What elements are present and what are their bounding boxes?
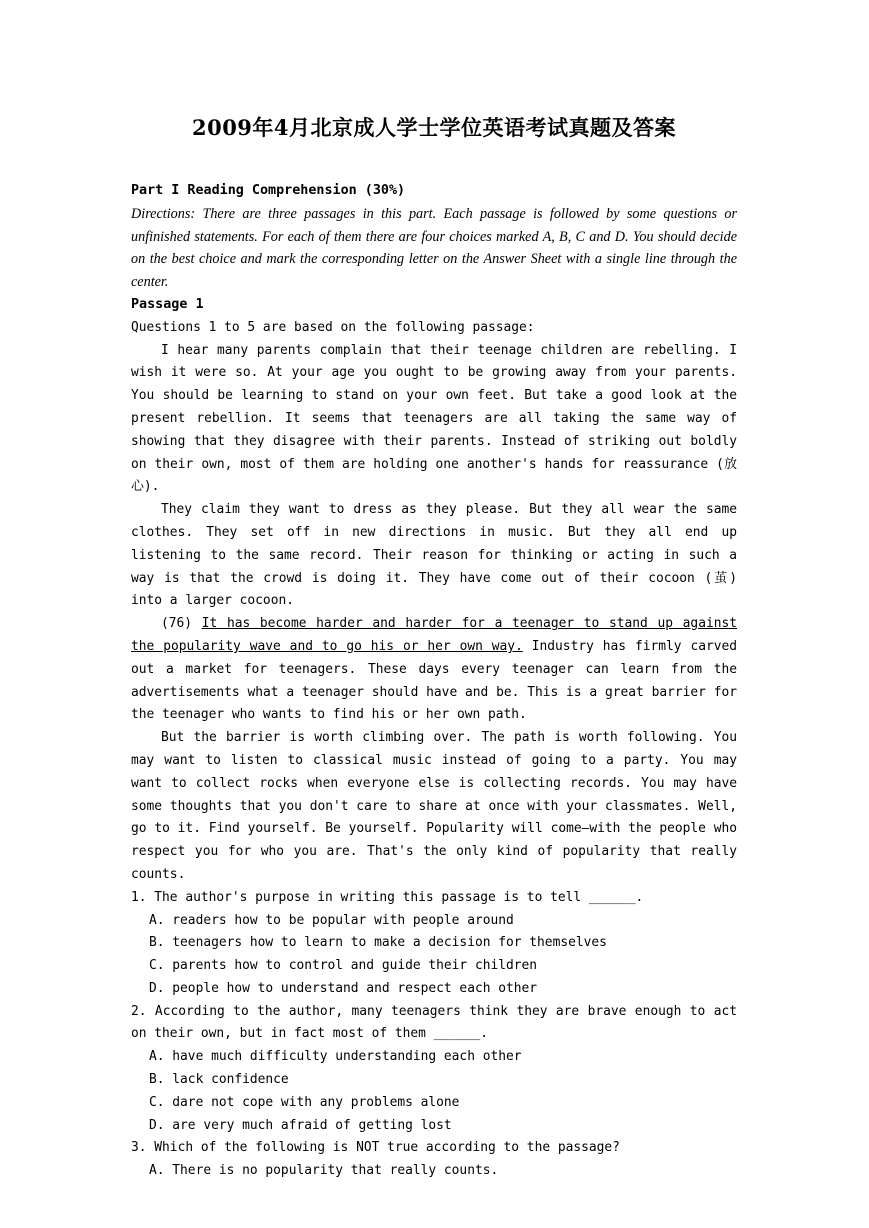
underlined-sentence: It has become harder and harder for a teenager to stand up against the popularity wave and to go his or her own way. (131, 616, 737, 654)
option-b: B. teenagers how to learn to make a decision for themselves (149, 935, 607, 951)
question-3 (131, 1137, 737, 1183)
question-stem: 2. According to the author, many teenagers think they are brave enough to act on their own, but in fact most of them ______. (131, 1003, 737, 1042)
option-c: C. dare not cope with any problems alone (149, 1094, 460, 1110)
question-1 (131, 887, 737, 1001)
part-heading: Part I Reading Comprehension (30%) (131, 183, 406, 198)
option-d: D. are very much afraid of getting lost (149, 1117, 452, 1133)
passage-intro: Questions 1 to 5 are based on the following passage: (131, 319, 535, 335)
document-title: 2009年4月北京成人学士学位英语考试真题及答案 (191, 115, 677, 140)
option-d: D. people how to understand and respect each other (149, 980, 538, 996)
passage-paragraph-4: But the barrier is worth climbing over. The path is worth following. You may want to listen to classical music instead of going to a party. You may want to collect rocks when everyone else is collecting records. You may have some thoughts that you don't care to share at once with your classmates. Well, go to it. Find yourself. Be yourself. Popularity will come—with the people who respect you for who you are. That's the only kind of popularity that really counts. (131, 730, 737, 882)
passage-heading: Passage 1 (131, 296, 204, 312)
document-page (131, 114, 737, 1183)
option-a: A. There is no popularity that really counts. (149, 1163, 499, 1179)
option-a: A. readers how to be popular with people around (149, 912, 514, 928)
question-stem: 3. Which of the following is NOT true according to the passage? (131, 1140, 620, 1156)
passage-paragraph-2: They claim they want to dress as they please. But they all wear the same clothes. They set off in new directions in music. But they all end up listening to the same record. Their reason for thinking or acting in such a way is that the crowd is doing it. They have come out of their cocoon (茧) into a larger cocoon. (131, 502, 737, 609)
passage-paragraph-1: I hear many parents complain that their teenage children are rebelling. I wish it were so. At your age you ought to be growing away from your parents. You should be learning to stand on your own feet. But take a good look at the present rebellion. It seems that teenagers are all taking the same way of showing that they disagree with their parents. Instead of striking out boldly on their own, most of them are holding one another's hands for reassurance (放心). (131, 342, 737, 495)
option-b: B. lack confidence (149, 1072, 289, 1088)
question-stem: 1. The author's purpose in writing this passage is to tell ______. (131, 889, 644, 905)
translation-marker: (76) (161, 616, 202, 632)
paragraph-3-rest: Industry has firmly carved out a market for teenagers. These days every teenager can learn from the advertisements what a teenager should have and be. This is a great barrier for the teenager who wants to find his or her own path. (131, 638, 738, 723)
passage-paragraph-3 (131, 613, 737, 727)
question-2 (131, 1001, 737, 1138)
directions-text: Directions: There are three passages in this part. Each passage is followed by some questions or unfinished statements. For each of them there are four choices marked A, B, C and D. You should decide on the best choice and mark the corresponding letter on the Answer Sheet with a single line through the center. (131, 205, 737, 291)
option-a: A. have much difficulty understanding each other (149, 1049, 522, 1065)
option-c: C. parents how to control and guide their children (149, 958, 538, 974)
